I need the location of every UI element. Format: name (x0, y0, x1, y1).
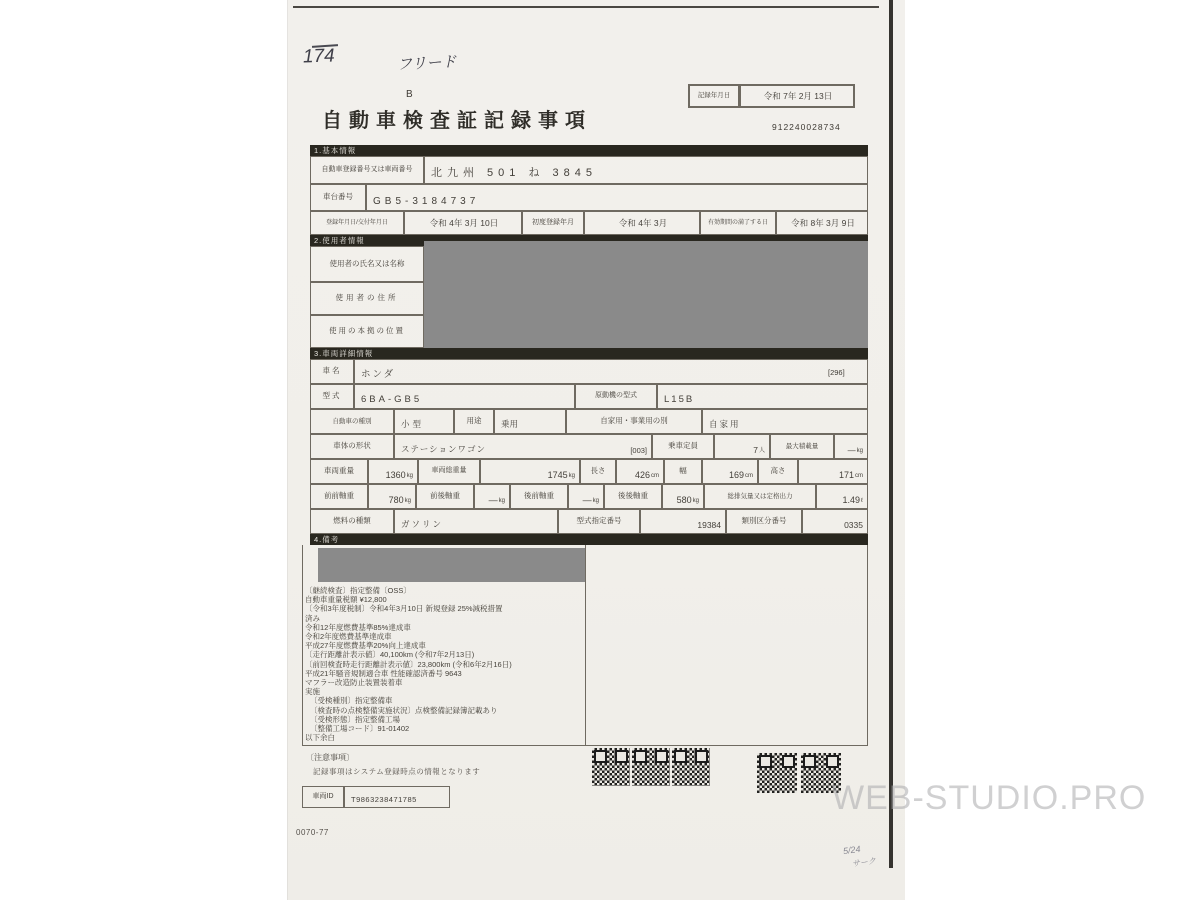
remarks-divider (585, 545, 586, 746)
width-number: 169 (728, 470, 744, 480)
width-label: 幅 (664, 459, 702, 484)
remark-line: 済み (305, 613, 320, 623)
notice-label: 〔注意事項〕 (306, 753, 354, 762)
remarks-left-border (302, 545, 303, 746)
private-business-value: 自家用 (702, 409, 868, 434)
gross-weight-number: 1745 (547, 470, 568, 480)
expiry-date-value: 令和 8年 3月 9日 (776, 211, 868, 235)
handwritten-number: 174 (302, 45, 336, 68)
remark-line: 令和12年度燃費基準85%達成車 (305, 622, 411, 632)
redaction-box-owner-info (318, 548, 585, 582)
chassis-number-value: GB5-3184737 (366, 184, 868, 211)
remark-line: 〔受検形態〕指定整備工場 (310, 714, 400, 724)
capacity-value (714, 434, 770, 459)
axle-front-rear-label: 前後軸重 (416, 484, 474, 509)
axle-rear-rear-value (662, 484, 704, 509)
category-number-label: 類別区分番号 (726, 509, 802, 534)
remark-line: 〔令和3年度税制〕令和4年3月10日 新規登録 25%減税措置 (305, 604, 503, 614)
body-shape-text: ステーションワゴン (401, 444, 486, 454)
height-number: 171 (838, 470, 854, 480)
user-address-label: 使用者の住所 (310, 282, 424, 315)
axle-fr-unit: kg (498, 498, 505, 504)
payload-label: 最大積載量 (770, 434, 834, 459)
qr-code-icon (592, 748, 630, 786)
axle-front-front-value (368, 484, 416, 509)
capacity-label: 乗車定員 (652, 434, 714, 459)
remark-line: 以下余白 (305, 733, 335, 743)
vehicle-kind-label: 自動車の種別 (310, 409, 394, 434)
remark-line: 自動車重量税額 ¥12,800 (305, 595, 387, 605)
use-value: 乗用 (494, 409, 566, 434)
displacement-value (816, 484, 868, 509)
axle-rr-unit: kg (692, 498, 699, 504)
stamp-b: B (406, 89, 413, 100)
gross-weight-value (480, 459, 580, 484)
displacement-unit: ℓ (861, 498, 863, 504)
capacity-number: 7 (753, 445, 758, 455)
length-number: 426 (634, 470, 650, 480)
remark-line: 実施 (305, 687, 320, 697)
record-date-label: 記録年月日 (688, 84, 740, 108)
fuel-type-label: 燃料の種類 (310, 509, 394, 534)
remark-line: 〔整備工場コード〕91-01402 (310, 724, 410, 734)
remarks-text-block (305, 586, 583, 742)
length-label: 長さ (580, 459, 616, 484)
registration-number-label: 自動車登録番号又は車両番号 (310, 156, 424, 184)
axle-ff-number: 780 (388, 495, 404, 505)
curb-weight-unit: kg (406, 473, 413, 479)
document-title: 自動車検査証記録事項 (322, 110, 592, 132)
remark-line: 〔受検種別〕指定整備車 (310, 696, 393, 706)
engine-model-value: L15B (657, 384, 868, 409)
serial-number: 912240028734 (772, 122, 841, 132)
remark-line: 〔走行距離計表示値〕40,100km (令和7年2月13日) (305, 650, 475, 660)
form-number: 0070-77 (296, 828, 329, 837)
qr-code-icon (757, 753, 797, 793)
engine-model-label: 原動機の型式 (575, 384, 657, 409)
handwritten-note-1: 5/24 (842, 843, 862, 857)
curb-weight-number: 1360 (385, 470, 406, 480)
axle-front-front-label: 前前軸重 (310, 484, 368, 509)
watermark: WEB-STUDIO.PRO (832, 779, 1147, 817)
use-label: 用途 (454, 409, 494, 434)
model-label: 型式 (310, 384, 354, 409)
payload-number: ― (847, 446, 856, 455)
registration-date-label: 登録年月日/交付年月日 (310, 211, 404, 235)
user-name-label: 使用者の氏名又は名称 (310, 246, 424, 282)
type-designation-label: 型式指定番号 (558, 509, 640, 534)
width-value (702, 459, 758, 484)
model-value: 6BA-GB5 (354, 384, 575, 409)
height-value (798, 459, 868, 484)
type-designation-value: 19384 (640, 509, 726, 534)
user-base-location-label: 使用の本拠の位置 (310, 315, 424, 348)
width-unit: cm (745, 473, 753, 479)
axle-rear-front-label: 後前軸重 (510, 484, 568, 509)
record-date-value: 令和 7年 2月 13日 (739, 84, 855, 108)
remark-line: 令和2年度燃費基準達成車 (305, 632, 392, 642)
axle-ff-unit: kg (404, 498, 411, 504)
remark-line: 〔前回検査時走行距離計表示値〕23,800km (令和6年2月16日) (305, 659, 512, 669)
make-value: ホンダ (354, 359, 868, 384)
vehicle-id-label: 車両ID (302, 786, 344, 808)
handwritten-note-2: サーク (851, 856, 877, 869)
remark-line: マフラー改造防止装置装着車 (305, 678, 403, 688)
gross-weight-unit: kg (568, 473, 575, 479)
section-2-header: 2.使用者情報 (310, 235, 868, 246)
remark-line: 平成21年騒音規制適合車 性能確認済番号 9643 (305, 668, 462, 678)
body-shape-label: 車体の形状 (310, 434, 394, 459)
section-1-header: 1.基本情報 (310, 145, 868, 156)
displacement-number: 1.49 (842, 495, 861, 505)
curb-weight-label: 車両重量 (310, 459, 368, 484)
private-business-label: 自家用・事業用の別 (566, 409, 702, 434)
registration-number-value: 北九州 501 ね 3845 (424, 156, 868, 184)
category-number-value: 0335 (802, 509, 868, 534)
gross-weight-label: 車両総重量 (418, 459, 480, 484)
paper-right-edge (889, 0, 893, 868)
axle-rear-rear-label: 後後軸重 (604, 484, 662, 509)
make-code: [296] (828, 368, 845, 377)
registration-date-value: 令和 4年 3月 10日 (404, 211, 522, 235)
first-registration-label: 初度登録年月 (522, 211, 584, 235)
remark-line: 平成27年度燃費基準20%向上達成車 (305, 641, 426, 651)
notice-text: 記録事項はシステム登録時点の情報となります (313, 767, 481, 776)
paper-top-edge (293, 6, 879, 8)
payload-value (834, 434, 868, 459)
make-label: 車名 (310, 359, 354, 384)
section-3-header: 3.車両詳細情報 (310, 348, 868, 359)
length-value (616, 459, 664, 484)
chassis-number-label: 車台番号 (310, 184, 366, 211)
axle-rf-number: ― (582, 495, 592, 505)
axle-rear-front-value (568, 484, 604, 509)
expiry-date-label: 有効期間の満了する日 (700, 211, 776, 235)
height-unit: cm (855, 473, 863, 479)
remark-line: 〔継続検査〕指定整備〔OSS〕 (305, 586, 411, 595)
axle-fr-number: ― (488, 495, 498, 505)
remark-line: 〔検査時の点検整備実施状況〕点検整備記録簿記載あり (310, 705, 498, 715)
length-unit: cm (651, 473, 659, 479)
vehicle-kind-value: 小型 (394, 409, 454, 434)
handwritten-model-name: フリード (396, 53, 457, 74)
curb-weight-value (368, 459, 418, 484)
axle-rf-unit: kg (592, 498, 599, 504)
vehicle-id-value: T9863238471785 (344, 786, 450, 808)
fuel-type-value: ガソリン (394, 509, 558, 534)
axle-rr-number: 580 (676, 495, 692, 505)
body-shape-code: [003] (630, 446, 647, 455)
qr-code-icon (672, 748, 710, 786)
axle-front-rear-value (474, 484, 510, 509)
capacity-unit: 人 (758, 448, 765, 454)
qr-code-icon (632, 748, 670, 786)
first-registration-value: 令和 4年 3月 (584, 211, 700, 235)
height-label: 高さ (758, 459, 798, 484)
payload-unit: kg (856, 448, 863, 454)
redaction-box-user-info (424, 241, 868, 348)
section-4-header: 4.備考 (310, 534, 868, 545)
remarks-right-border (867, 545, 868, 746)
body-shape-value (394, 434, 652, 459)
displacement-label: 総排気量又は定格出力 (704, 484, 816, 509)
